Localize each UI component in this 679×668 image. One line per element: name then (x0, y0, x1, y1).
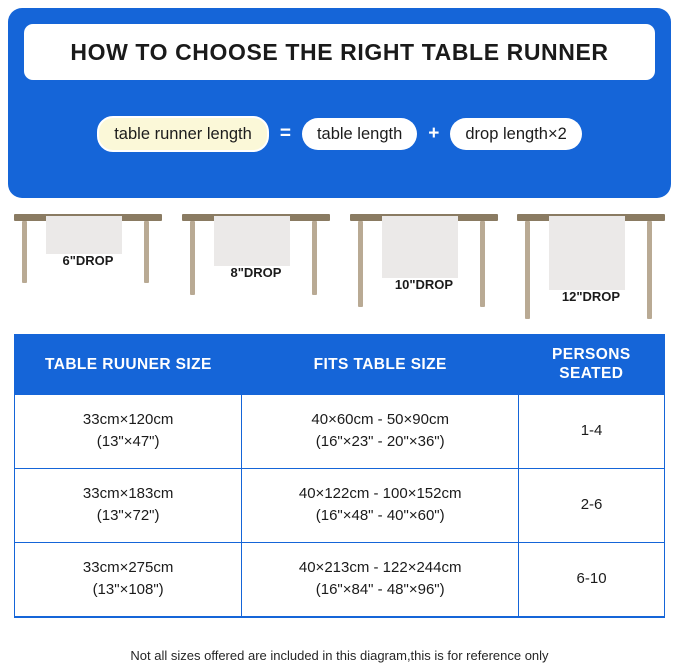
cell-persons-seated: 1-4 (519, 394, 664, 468)
runner-drop-icon (214, 216, 290, 266)
formula-term-table-length: table length (302, 118, 417, 150)
formula-plus-sign: + (428, 123, 440, 145)
footnote: Not all sizes offered are included in this diagram,this is for reference only (130, 648, 549, 663)
drop-unit-10in (344, 206, 504, 326)
fits-size-metric: 40×60cm - 50×90cm (311, 410, 449, 428)
size-table-head (15, 335, 664, 394)
runner-size-metric: 33cm×183cm (82, 484, 174, 502)
persons-seated-line1: PERSONS (551, 346, 631, 363)
size-table (15, 335, 664, 617)
page-title: HOW TO CHOOSE THE RIGHT TABLE RUNNER (70, 38, 609, 65)
size-table-container (14, 334, 665, 618)
column-header-persons-seated (519, 335, 664, 394)
cell-fits-table-size (242, 394, 519, 468)
runner-size-imperial: (13"×108") (92, 581, 164, 599)
table-header-row (15, 335, 664, 394)
fits-size-metric: 40×122cm - 100×152cm (298, 484, 462, 502)
formula-term-drop-length: drop length×2 (450, 118, 581, 150)
table-leg-left-icon (525, 221, 530, 319)
column-header-runner-size: TABLE RUUNER SIZE (15, 335, 242, 394)
drop-label: 8"DROP (230, 265, 282, 280)
table-leg-left-icon (22, 221, 27, 283)
page-title-box (24, 24, 655, 80)
runner-drop-icon (46, 216, 122, 254)
fits-size-imperial: (16"×84" - 48"×96") (315, 581, 445, 599)
formula-row (8, 116, 671, 152)
table-leg-left-icon (358, 221, 363, 307)
cell-fits-table-size (242, 542, 519, 616)
table-row (15, 468, 664, 542)
fits-size-imperial: (16"×48" - 40"×60") (315, 507, 445, 525)
table-leg-right-icon (312, 221, 317, 295)
drop-label: 12"DROP (561, 289, 621, 304)
formula-equals-sign: = (279, 123, 291, 145)
drop-illustrations (8, 206, 671, 326)
runner-size-metric: 33cm×120cm (82, 410, 174, 428)
runner-drop-icon (382, 216, 458, 278)
cell-runner-size (15, 542, 242, 616)
hero-panel (8, 8, 671, 198)
fits-size-imperial: (16"×23" - 20"×36") (315, 433, 445, 451)
runner-size-imperial: (13"×47") (96, 433, 160, 451)
cell-runner-size (15, 468, 242, 542)
drop-label: 6"DROP (62, 253, 114, 268)
table-row (15, 542, 664, 616)
cell-runner-size (15, 394, 242, 468)
drop-unit-6in (8, 206, 168, 326)
runner-drop-icon (549, 216, 625, 290)
table-leg-left-icon (190, 221, 195, 295)
persons-seated-line2: SEATED (559, 365, 624, 383)
drop-unit-12in (511, 206, 671, 326)
table-leg-right-icon (144, 221, 149, 283)
table-row (15, 394, 664, 468)
fits-size-metric: 40×213cm - 122×244cm (298, 558, 462, 576)
runner-size-metric: 33cm×275cm (82, 558, 174, 576)
cell-persons-seated: 2-6 (519, 468, 664, 542)
formula-term-runner-length: table runner length (97, 116, 269, 152)
size-table-body (15, 394, 664, 616)
table-leg-right-icon (647, 221, 652, 319)
table-leg-right-icon (480, 221, 485, 307)
cell-fits-table-size (242, 468, 519, 542)
drop-label: 10"DROP (394, 277, 454, 292)
column-header-fits-table-size: FITS TABLE SIZE (242, 335, 519, 394)
cell-persons-seated: 6-10 (519, 542, 664, 616)
drop-unit-8in (176, 206, 336, 326)
runner-size-imperial: (13"×72") (96, 507, 160, 525)
